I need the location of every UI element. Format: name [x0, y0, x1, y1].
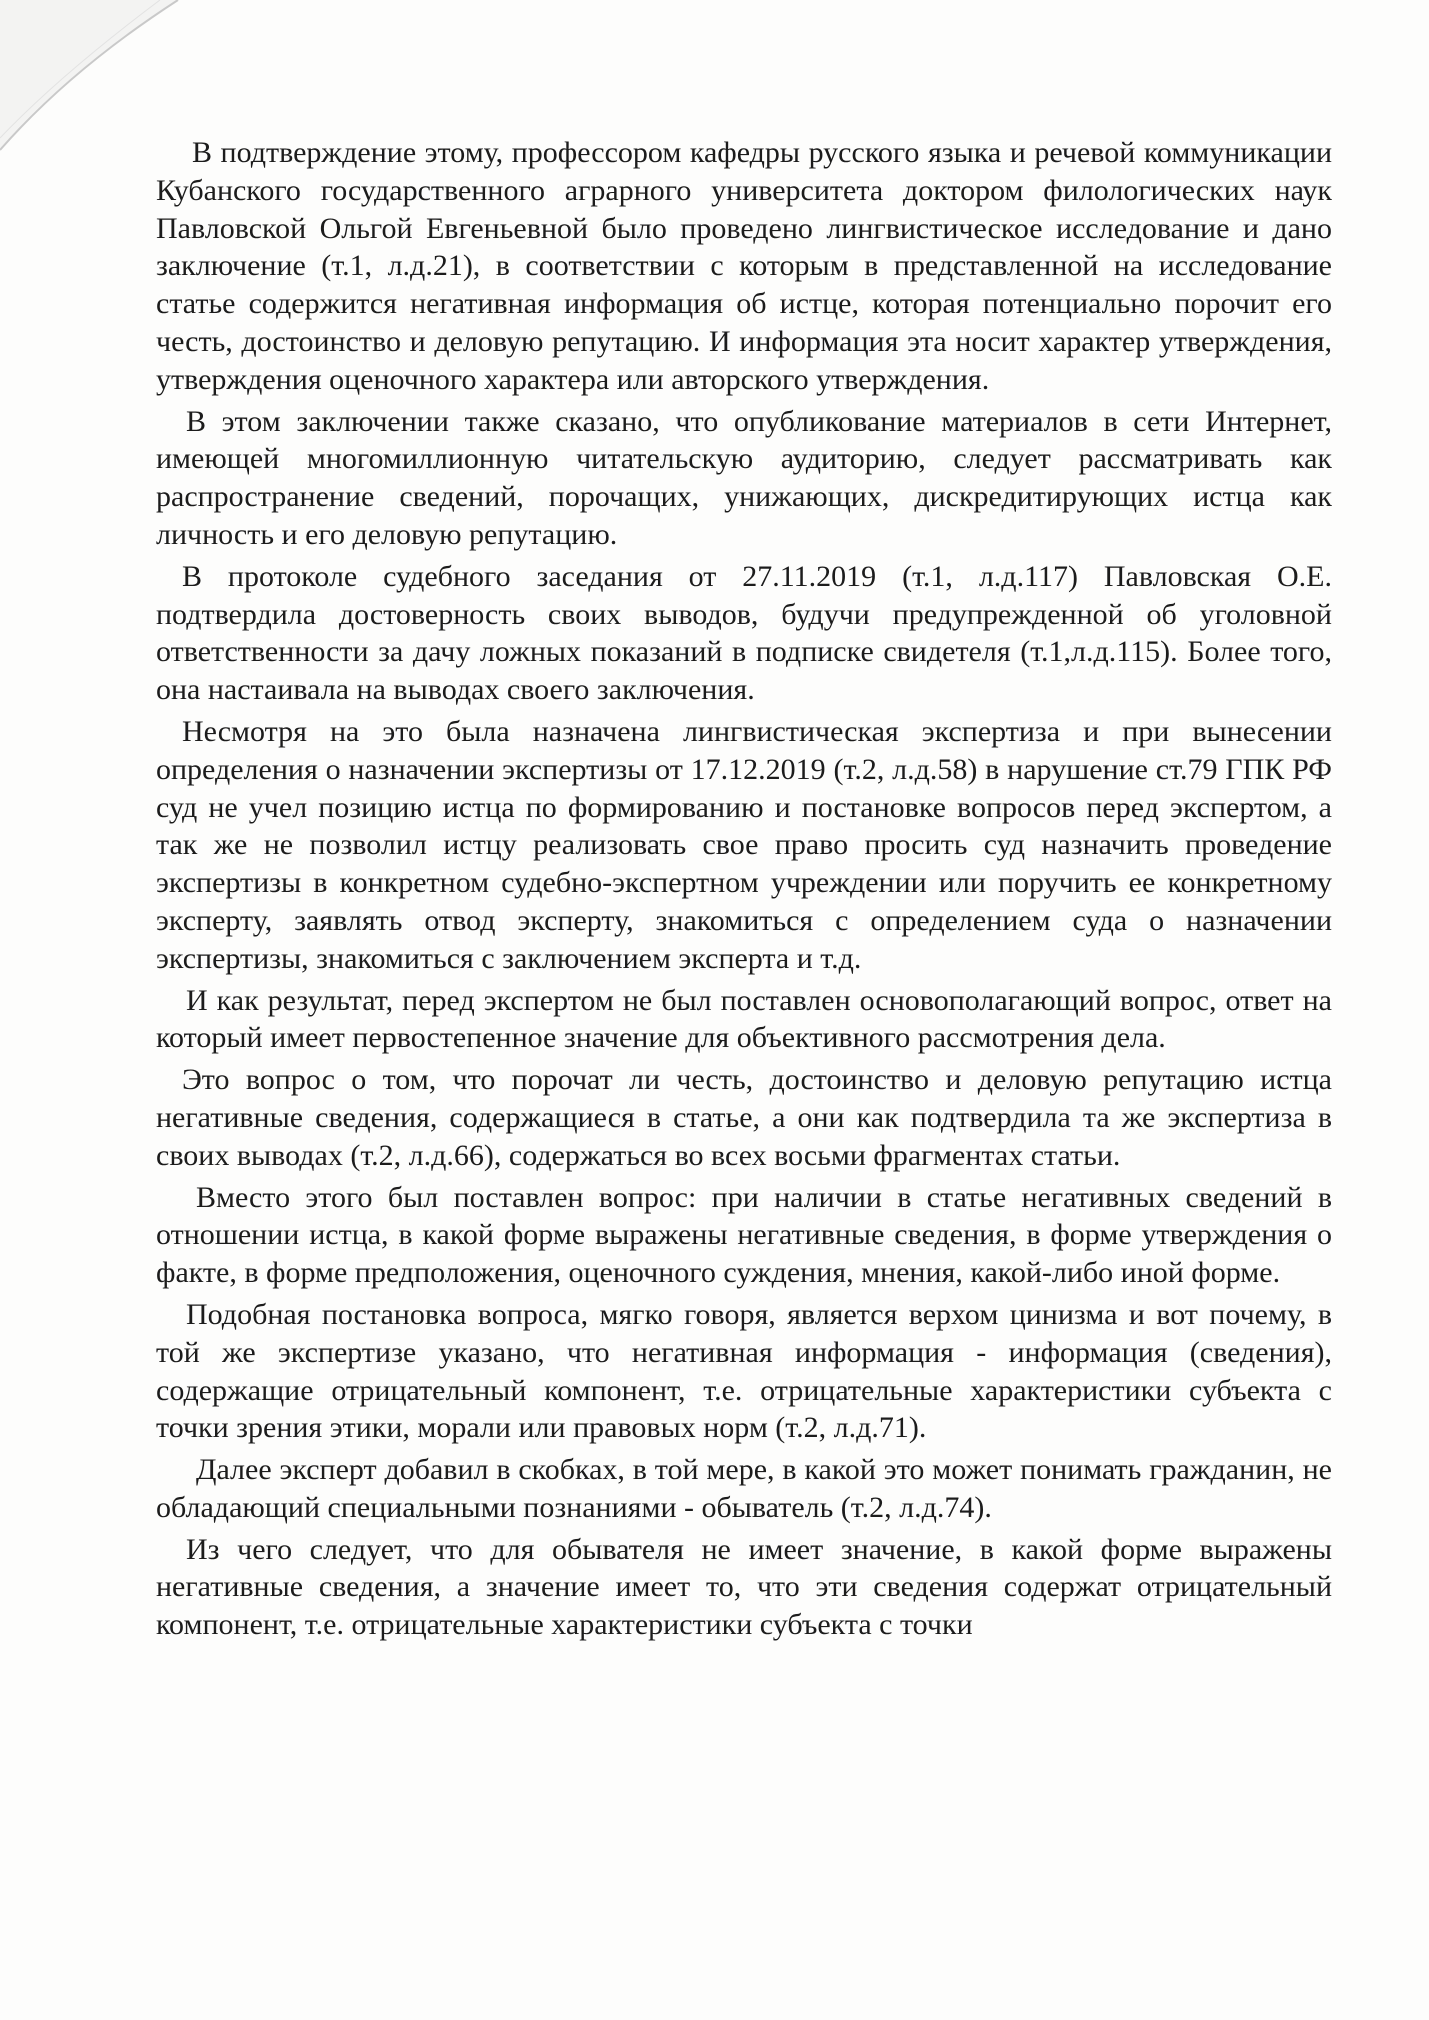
paragraph-10: Из чего следует, что для обывателя не имеет значение, в какой форме выражены негативные сведения, а значение имеет то, что эти сведения содержат отрицательный компонент, т.е. отрицательные характеристики субъекта с точки — [156, 1532, 1332, 1642]
paragraph-3: В протоколе судебного заседания от 27.11.2019 (т.1, л.д.117) Павловская О.Е. подтвердила достоверность своих выводов, будучи предупрежденной об уголовной ответственности за дачу ложных показаний в подписке свидетеля (т.1,л.д.115). Более того, она настаивала на выводах своего заключения. — [156, 559, 1332, 707]
paragraph-7: Вместо этого был поставлен вопрос: при наличии в статье негативных сведений в отношении истца, в какой форме выражены негативные сведения, в форме утверждения о факте, в форме предположения, оценочного суждения, мнения, какой-либо иной форме. — [156, 1180, 1332, 1290]
paragraph-4: Несмотря на это была назначена лингвистическая экспертиза и при вынесении определения о назначении экспертизы от 17.12.2019 (т.2, л.д.58) в нарушение ст.79 ГПК РФ суд не учел позицию истца по формированию и постановке вопросов перед экспертом, а так же не позволил истцу реализовать свое право просить суд назначить проведение экспертизы в конкретном судебно-экспертном учреждении или поручить ее конкретному эксперту, заявлять отвод эксперту, знакомиться с определением суда о назначении экспертизы, знакомиться с заключением эксперта и т.д. — [156, 714, 1332, 975]
paragraph-2: В этом заключении также сказано, что опубликование материалов в сети Интернет, имеющей многомиллионную читательскую аудиторию, следует рассматривать как распространение сведений, порочащих, унижающих, дискредитирующих истца как личность и его деловую репутацию. — [156, 404, 1332, 551]
paragraph-1: В подтверждение этому, профессором кафедры русского языка и речевой коммуникации Кубанского государственного аграрного университета доктором филологических наук Павловской Ольгой Евгеньевной было проведено лингвистическое исследование и дано заключение (т.1, л.д.21), в соответствии с которым в представленной на исследование статье содержится негативная информация об истце, которая потенциально порочит его честь, достоинство и деловую репутацию. И информация эта носит характер утверждения, утверждения оценочного характера или авторского утверждения. — [156, 136, 1332, 396]
paragraph-6: Это вопрос о том, что порочат ли честь, достоинство и деловую репутацию истца негативные сведения, содержащиеся в статье, а они как подтвердила та же экспертиза в своих выводах (т.2, л.д.66), содержаться во всех восьми фрагментах статьи. — [156, 1063, 1332, 1172]
paragraph-5: И как результат, перед экспертом не был поставлен основополагающий вопрос, ответ на который имеет первостепенное значение для объективного рассмотрения дела. — [156, 983, 1332, 1055]
paragraph-8: Подобная постановка вопроса, мягко говоря, является верхом цинизма и вот почему, в той же экспертизе указано, что негативная информация - информация (сведения), содержащие отрицательный компонент, т.е. отрицательные характеристики субъекта с точки зрения этики, морали или правовых норм (т.2, л.д.71). — [156, 1297, 1332, 1445]
paragraph-9: Далее эксперт добавил в скобках, в той мере, в какой это может понимать гражданин, не обладающий специальными познаниями - обыватель (т.2, л.д.74). — [156, 1453, 1332, 1524]
document-body — [156, 134, 1332, 1644]
